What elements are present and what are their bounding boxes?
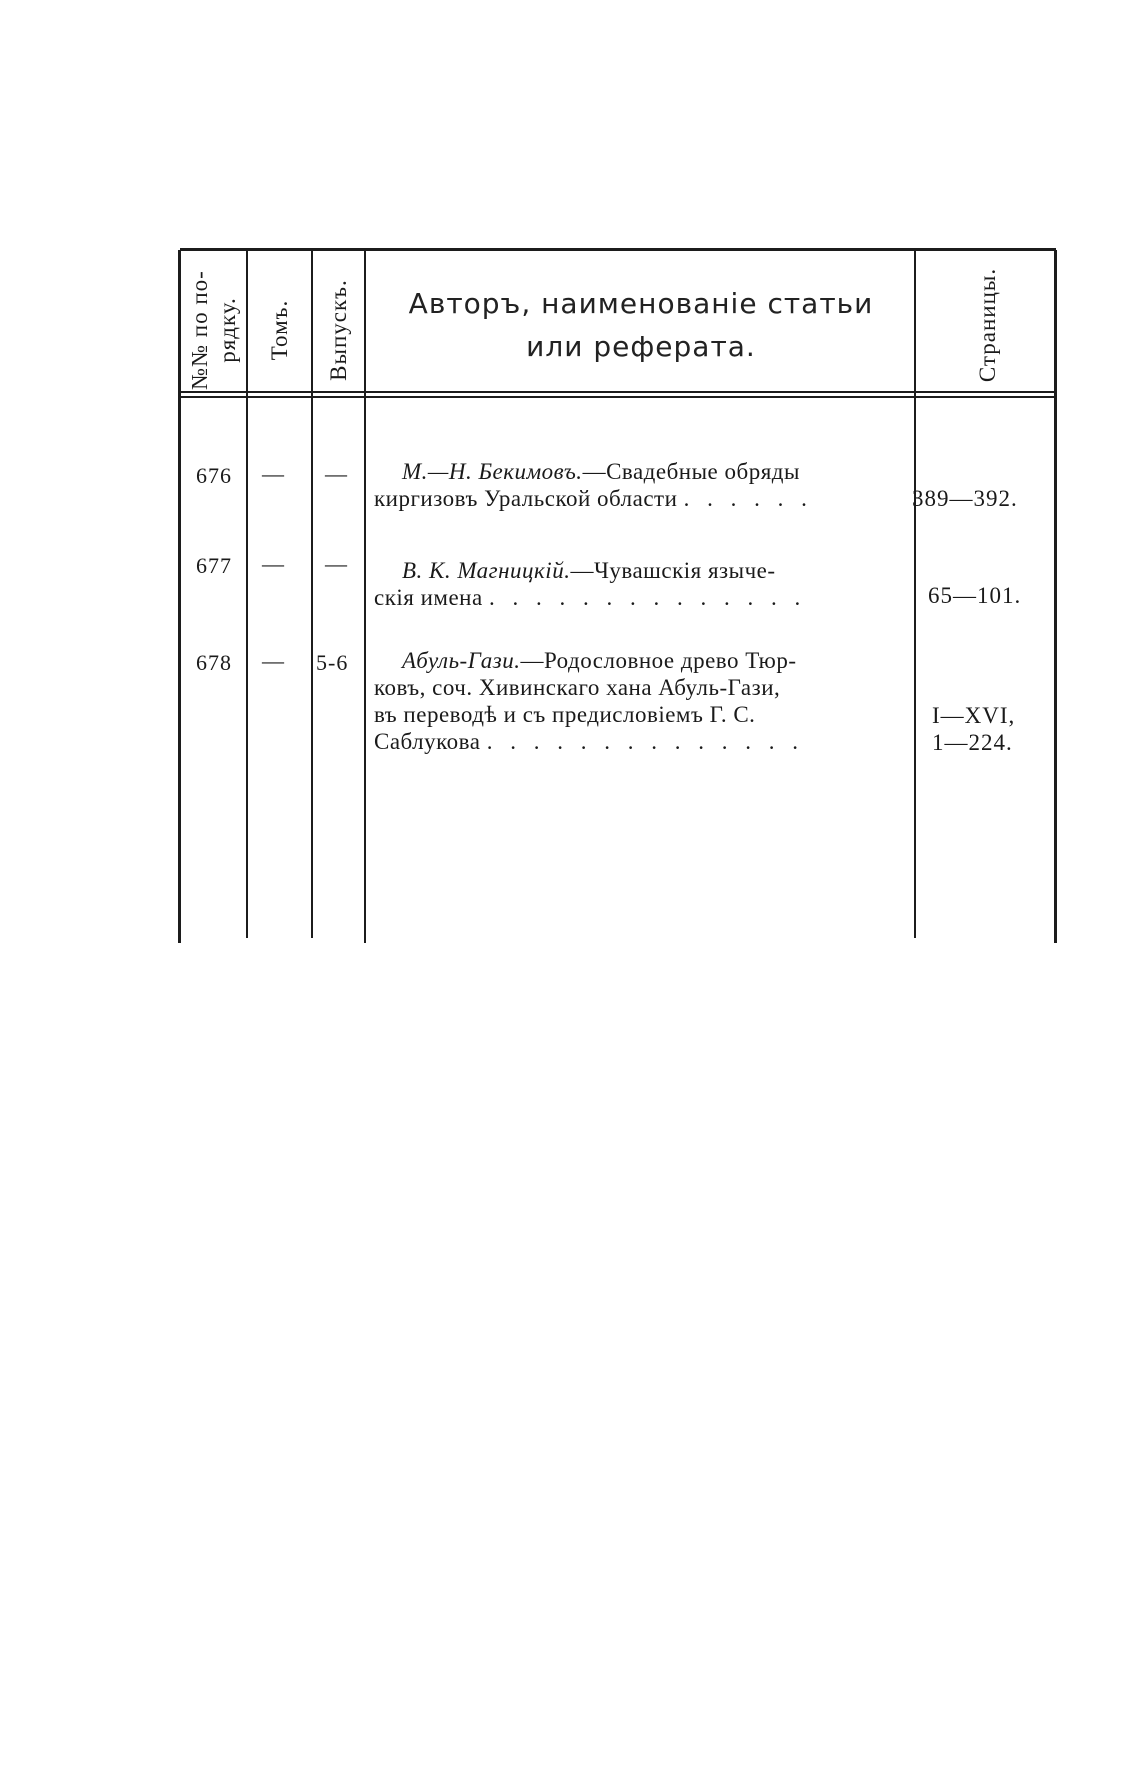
header-pages: Страницы. bbox=[975, 267, 1000, 383]
row-pages: I—XVI, 1—224. bbox=[932, 703, 1016, 755]
row-number: 677 bbox=[196, 553, 232, 578]
row-volume: — bbox=[262, 551, 284, 576]
table-row bbox=[374, 647, 902, 755]
row-volume: — bbox=[262, 461, 284, 486]
table-row bbox=[374, 458, 902, 512]
entry-text: въ переводѣ и съ предисловіемъ Г. С. bbox=[374, 702, 756, 727]
header-volume: Томъ. bbox=[267, 299, 292, 361]
dot-leader: . . . . . . bbox=[683, 486, 813, 511]
dot-leader: . . . . . . . . . . . . . . bbox=[488, 585, 807, 610]
header-title-line-1: Авторъ, наименованіе статьи bbox=[408, 287, 874, 320]
header-number-line-1: №№ по по- bbox=[187, 270, 212, 390]
column-rule-right bbox=[1054, 250, 1057, 943]
entry-text: ковъ, соч. Хивинскаго хана Абуль-Гази, bbox=[374, 675, 781, 700]
row-issue: — bbox=[325, 461, 347, 486]
entry-author: М.—Н. Бекимовъ. bbox=[402, 459, 583, 484]
row-issue: 5-6 bbox=[316, 650, 349, 675]
table-row bbox=[374, 557, 902, 611]
column-rule-issue bbox=[364, 250, 366, 943]
column-rule-left bbox=[178, 250, 181, 943]
row-pages: 389—392. bbox=[912, 486, 1018, 511]
header-number-line-2: рядку. bbox=[215, 297, 240, 363]
dot-leader: . . . . . . . . . . . . . . bbox=[486, 729, 804, 754]
entry-author: Абуль-Гази. bbox=[402, 648, 521, 673]
entry-text: —Чувашскія языче- bbox=[570, 558, 776, 583]
header-issue: Выпускъ. bbox=[326, 279, 351, 381]
row-issue: — bbox=[325, 551, 347, 576]
entry-text: —Родословное древо Тюр- bbox=[520, 648, 797, 673]
row-number: 678 bbox=[196, 650, 232, 675]
column-rule-number bbox=[246, 250, 248, 938]
entry-text: скія имена bbox=[374, 585, 483, 610]
column-rule-title bbox=[914, 250, 916, 938]
row-number: 676 bbox=[196, 463, 232, 488]
entry-text: киргизовъ Уральской области bbox=[374, 486, 678, 511]
column-rule-volume bbox=[311, 250, 313, 938]
entry-author: В. К. Магницкій. bbox=[402, 558, 571, 583]
header-title bbox=[374, 282, 908, 368]
header-title-line-2: или реферата. bbox=[526, 330, 756, 363]
header-number bbox=[184, 260, 244, 400]
row-volume: — bbox=[262, 648, 284, 673]
entry-text: —Свадебные обряды bbox=[582, 459, 800, 484]
entry-text: Саблукова bbox=[374, 729, 481, 754]
row-pages: 65—101. bbox=[928, 583, 1022, 608]
